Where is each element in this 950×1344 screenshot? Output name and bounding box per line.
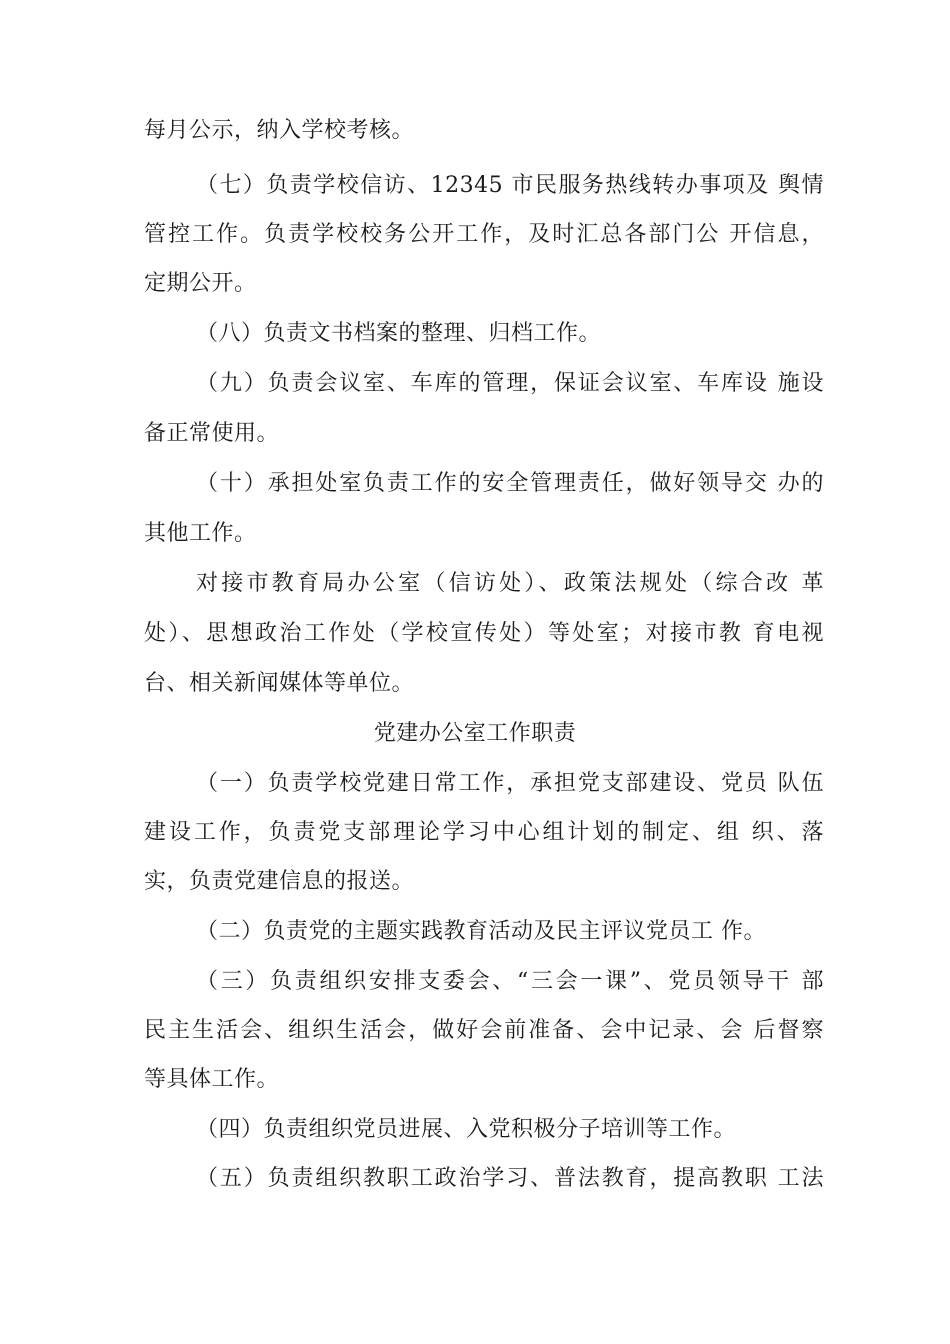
text-line: （四）负责组织党员进展、入党积极分子培训等工作。 xyxy=(196,1117,737,1142)
text-line: 实，负责党建信息的报送。 xyxy=(144,869,415,894)
text-line: 对接市教育局办公室（信访处）、政策法规处（综合改 革 xyxy=(196,571,824,596)
text-line: 民主生活会、组织生活会，做好会前准备、会中记录、会 后督察 xyxy=(144,1018,824,1043)
text-line: 管控工作。负责学校校务公开工作，及时汇总各部门公 开信息， xyxy=(144,222,824,247)
text-line: 每月公示，纳入学校考核。 xyxy=(144,118,415,143)
text-line: 台、相关新闻媒体等单位。 xyxy=(144,671,415,696)
text-line: （五）负责组织教职工政治学习、普法教育，提高教职 工法 xyxy=(196,1166,824,1191)
text-line: （七）负责学校信访、12345 市民服务热线转办事项及 舆情 xyxy=(196,173,824,198)
text-line: （九）负责会议室、车库的管理，保证会议室、车库设 施设 xyxy=(196,371,824,396)
text-line: （三）负责组织安排支委会、“三会一课”、党员领导干 部 xyxy=(196,969,824,994)
section-heading: 党建办公室工作职责 xyxy=(373,721,577,746)
text-line: 建设工作，负责党支部理论学习中心组计划的制定、组 织、落 xyxy=(144,820,824,845)
text-line: 定期公开。 xyxy=(144,271,257,296)
text-line: （二）负责党的主题实践教育活动及民主评议党员工 作。 xyxy=(196,919,766,944)
text-line: （八）负责文书档案的整理、归档工作。 xyxy=(196,321,602,346)
text-line: 等具体工作。 xyxy=(144,1067,280,1092)
text-line: 处）、思想政治工作处（学校宣传处）等处室；对接市教 育电视 xyxy=(144,621,824,646)
text-line: 其他工作。 xyxy=(144,521,257,546)
text-line: （十）承担处室负责工作的安全管理责任，做好领导交 办的 xyxy=(196,471,824,496)
text-line: （一）负责学校党建日常工作，承担党支部建设、党员 队伍 xyxy=(196,771,824,796)
text-line: 备正常使用。 xyxy=(144,421,280,446)
